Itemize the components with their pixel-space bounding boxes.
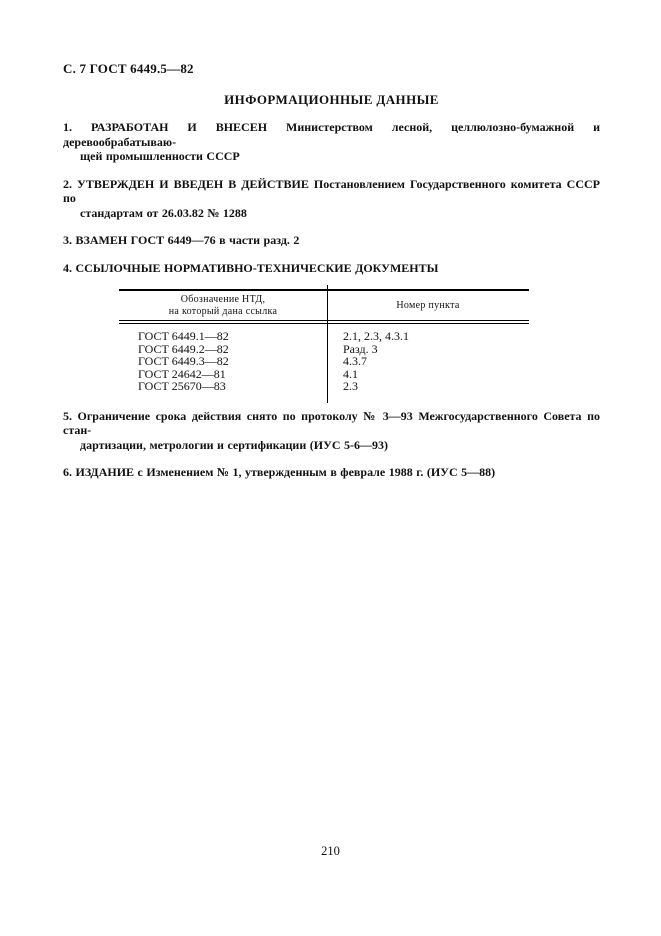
ntd-reference-table — [119, 289, 529, 403]
item-line: дартизации, метрологии и сертификации (ИУС 5-6—93) — [80, 437, 389, 452]
table-cell: Разд. 3 — [343, 341, 378, 356]
table-cell: 2.3 — [343, 379, 358, 393]
table-header-row — [119, 291, 529, 320]
info-item-1 — [63, 120, 600, 164]
table-cell: 4.1 — [343, 366, 358, 381]
table-body — [119, 324, 529, 403]
doc-header: С. 7 ГОСТ 6449.5—82 — [63, 61, 194, 76]
table-header-clause: Номер пункта — [396, 299, 460, 311]
item-line: стандартам от 26.03.82 № 1288 — [80, 205, 247, 220]
table-column-clause — [327, 330, 529, 393]
item-line: 6. ИЗДАНИЕ с Изменением № 1, утвержденным в феврале 1988 г. (ИУС 5—88) — [63, 465, 496, 479]
table-cell: ГОСТ 6449.1—82 — [138, 329, 229, 343]
table-cell: ГОСТ 6449.2—82 — [138, 341, 229, 356]
table-cell: 4.3.7 — [343, 354, 367, 368]
page-title: ИНФОРМАЦИОННЫЕ ДАННЫЕ — [224, 92, 439, 107]
item-line: 1. РАЗРАБОТАН И ВНЕСЕН Министерством лесной, целлюлозно-бумажной и деревообрабатываю- — [63, 120, 600, 149]
table-cell: 2.1, 2.3, 4.3.1 — [343, 329, 409, 343]
item-line: 2. УТВЕРЖДЕН И ВВЕДЕН В ДЕЙСТВИЕ Постановлением Государственного комитета СССР по — [63, 176, 600, 205]
page-number: 210 — [321, 844, 340, 858]
table-cell: ГОСТ 25670—83 — [138, 379, 226, 393]
item-line: щей промышленности СССР — [80, 149, 240, 163]
info-item-3 — [63, 233, 600, 248]
table-cell: ГОСТ 24642—81 — [138, 366, 226, 381]
info-item-2 — [63, 177, 600, 221]
page-content — [63, 61, 600, 492]
table-column-divider — [327, 285, 328, 403]
info-item-5 — [63, 409, 600, 453]
info-item-6 — [63, 465, 600, 480]
table-header-designation — [119, 294, 327, 317]
table-cell: ГОСТ 6449.3—82 — [138, 354, 229, 368]
table-header-line: на который дана ссылка — [168, 305, 278, 317]
info-item-4 — [63, 261, 600, 276]
table-column-designation — [119, 330, 327, 393]
item-line: 3. ВЗАМЕН ГОСТ 6449—76 в части разд. 2 — [63, 233, 300, 247]
item-line: 4. ССЫЛОЧНЫЕ НОРМАТИВНО-ТЕХНИЧЕСКИЕ ДОКУМЕНТЫ — [63, 260, 439, 275]
item-line: 5. Ограничение срока действия снято по протоколу № 3—93 Межгосударственного Совета по стан- — [63, 408, 600, 437]
table-header-line: Обозначение НТД, — [180, 294, 266, 305]
